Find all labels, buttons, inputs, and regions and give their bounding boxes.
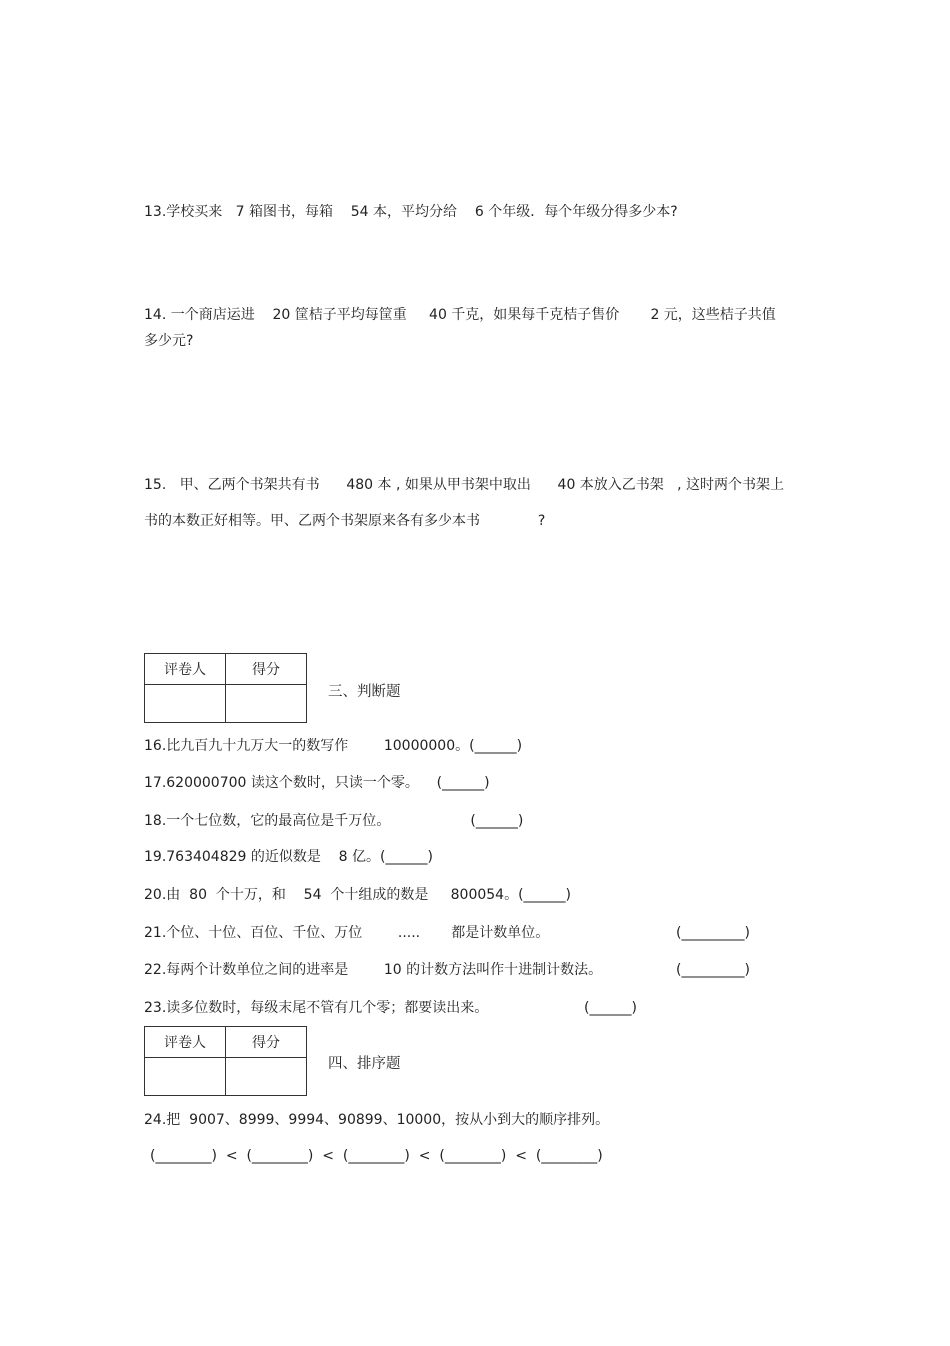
score-table-3	[144, 653, 307, 723]
q21-blank[interactable]: (_________)	[676, 925, 750, 941]
q22: 22.每两个计数单位之间的进率是 10 的计数方法叫作十进制计数法。	[144, 962, 603, 978]
q23-blank[interactable]: (______)	[584, 1000, 637, 1016]
q16: 16.比九百九十九万大一的数写作 10000000。(______)	[144, 738, 523, 754]
grader-header: 评卷人	[145, 1027, 226, 1058]
q19: 19.763404829 的近似数是 8 亿。(______)	[144, 849, 433, 865]
grader-cell[interactable]	[145, 685, 226, 723]
q15-line2: 书的本数正好相等。甲、乙两个书架原来各有多少本书 ?	[144, 513, 546, 529]
score-cell[interactable]	[226, 685, 307, 723]
section4-title: 四、排序题	[328, 1056, 401, 1072]
score-cell[interactable]	[226, 1058, 307, 1096]
q13: 13.学校买来 7 箱图书，每箱 54 本，平均分给 6 个年级．每个年级分得多少本?	[144, 204, 678, 220]
q24: 24.把 9007、8999、9994、90899、10000，按从小到大的顺序排列。	[144, 1112, 610, 1128]
section3-title: 三、判断题	[328, 684, 401, 700]
grader-cell[interactable]	[145, 1058, 226, 1096]
score-table-4	[144, 1026, 307, 1096]
q18: 18.一个七位数，它的最高位是千万位。 (______)	[144, 813, 524, 829]
score-header: 得分	[226, 1027, 307, 1058]
q22-blank[interactable]: (_________)	[676, 962, 750, 978]
q24-answer[interactable]: (________) < (________) < (________) < (________) < (________)	[150, 1148, 603, 1164]
score-header: 得分	[226, 654, 307, 685]
q15-line1: 15. 甲、乙两个书架共有书 480 本 , 如果从甲书架中取出 40 本放入乙书架 , 这时两个书架上	[144, 477, 785, 493]
grader-header: 评卷人	[145, 654, 226, 685]
q17: 17.620000700 读这个数时，只读一个零。 (______)	[144, 775, 490, 791]
q14-line2: 多少元?	[144, 333, 194, 349]
q20: 20.由 80 个十万，和 54 个十组成的数是 800054。(______)	[144, 887, 572, 903]
q14-line1: 14. 一个商店运进 20 筐桔子平均每筐重 40 千克，如果每千克桔子售价 2 元，这些桔子共值	[144, 307, 776, 323]
q21: 21.个位、十位、百位、千位、万位 ..... 都是计数单位。	[144, 925, 550, 941]
q23: 23.读多位数时，每级末尾不管有几个零；都要读出来。	[144, 1000, 489, 1016]
